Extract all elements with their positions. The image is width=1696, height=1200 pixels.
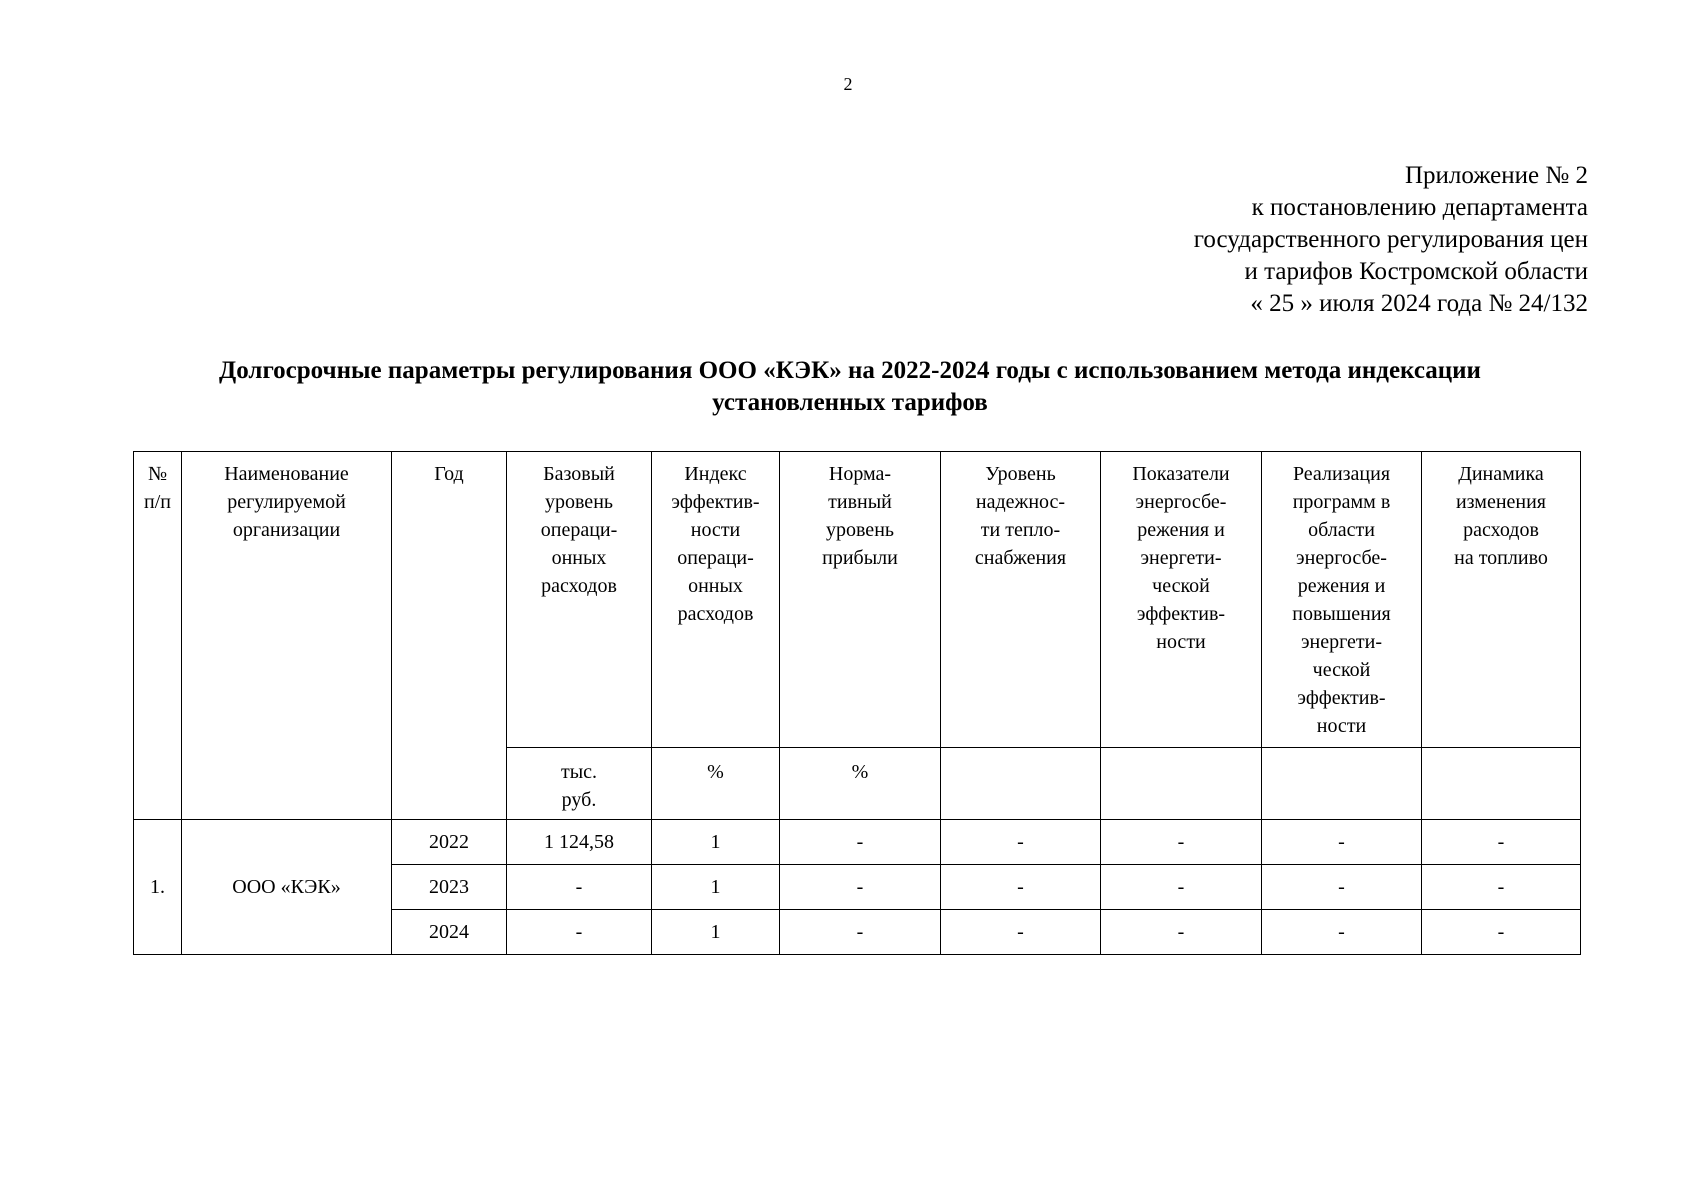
header-cell-energy-programs: Реализация программ в области энергосбе- режения и повышения энергети- ческой эффектив- ности (1262, 452, 1422, 748)
value-cell: 1 (652, 910, 780, 955)
value-cell: - (941, 820, 1101, 865)
value-cell: 1 (652, 865, 780, 910)
header-cell-organization: Наименование регулируемой организации (182, 452, 392, 820)
year-cell: 2024 (392, 910, 507, 955)
header-cell-reliability: Уровень надежнос- ти тепло- снабжения (941, 452, 1101, 748)
value-cell: - (507, 910, 652, 955)
value-cell: - (1422, 865, 1581, 910)
year-cell: 2022 (392, 820, 507, 865)
appendix-line: Приложение № 2 (1404, 162, 1588, 189)
unit-cell: тыс. руб. (507, 748, 652, 820)
unit-cell (1101, 748, 1262, 820)
value-cell: - (1101, 910, 1262, 955)
header-cell-number: № п/п (134, 452, 182, 820)
header-cell-year: Год (392, 452, 507, 820)
appendix-line: « 25 » июля 2024 года № 24/132 (1250, 290, 1588, 317)
unit-cell (1262, 748, 1422, 820)
appendix-line: государственного регулирования цен (1193, 226, 1588, 253)
value-cell: - (1262, 910, 1422, 955)
year-cell: 2023 (392, 865, 507, 910)
header-cell-energy-indicators: Показатели энергосбе- режения и энергети- ческой эффектив- ности (1101, 452, 1262, 748)
unit-cell (1422, 748, 1581, 820)
header-cell-fuel-dynamics: Динамика изменения расходов на топливо (1422, 452, 1581, 748)
value-cell: - (1262, 865, 1422, 910)
title-line: Долгосрочные параметры регулирования ООО «КЭК» на 2022-2024 годы с использованием метода индексации (219, 357, 1481, 384)
row-number-cell: 1. (134, 820, 182, 955)
value-cell: 1 (652, 820, 780, 865)
unit-cell (941, 748, 1101, 820)
value-cell: - (780, 865, 941, 910)
header-cell-efficiency-index: Индекс эффектив- ности операци- онных расходов (652, 452, 780, 748)
value-cell: - (1422, 910, 1581, 955)
header-cell-profit-level: Норма- тивный уровень прибыли (780, 452, 941, 748)
unit-cell: % (652, 748, 780, 820)
header-row (134, 452, 1581, 748)
value-cell: - (941, 865, 1101, 910)
table-row (134, 820, 1581, 865)
organization-cell: ООО «КЭК» (182, 820, 392, 955)
title-line: установленных тарифов (712, 389, 988, 416)
header-cell-base-opex: Базовый уровень операци- онных расходов (507, 452, 652, 748)
page-number: 2 (843, 74, 853, 94)
parameters-table (133, 451, 1581, 955)
value-cell: - (780, 820, 941, 865)
value-cell: - (1422, 820, 1581, 865)
value-cell: - (780, 910, 941, 955)
appendix-line: и тарифов Костромской области (1244, 258, 1588, 285)
document-title (120, 355, 1580, 419)
appendix-line: к постановлению департамента (1251, 194, 1588, 221)
value-cell: - (1101, 820, 1262, 865)
value-cell: - (941, 910, 1101, 955)
value-cell: 1 124,58 (507, 820, 652, 865)
value-cell: - (507, 865, 652, 910)
value-cell: - (1262, 820, 1422, 865)
value-cell: - (1101, 865, 1262, 910)
appendix-block (1194, 160, 1588, 320)
unit-cell: % (780, 748, 941, 820)
